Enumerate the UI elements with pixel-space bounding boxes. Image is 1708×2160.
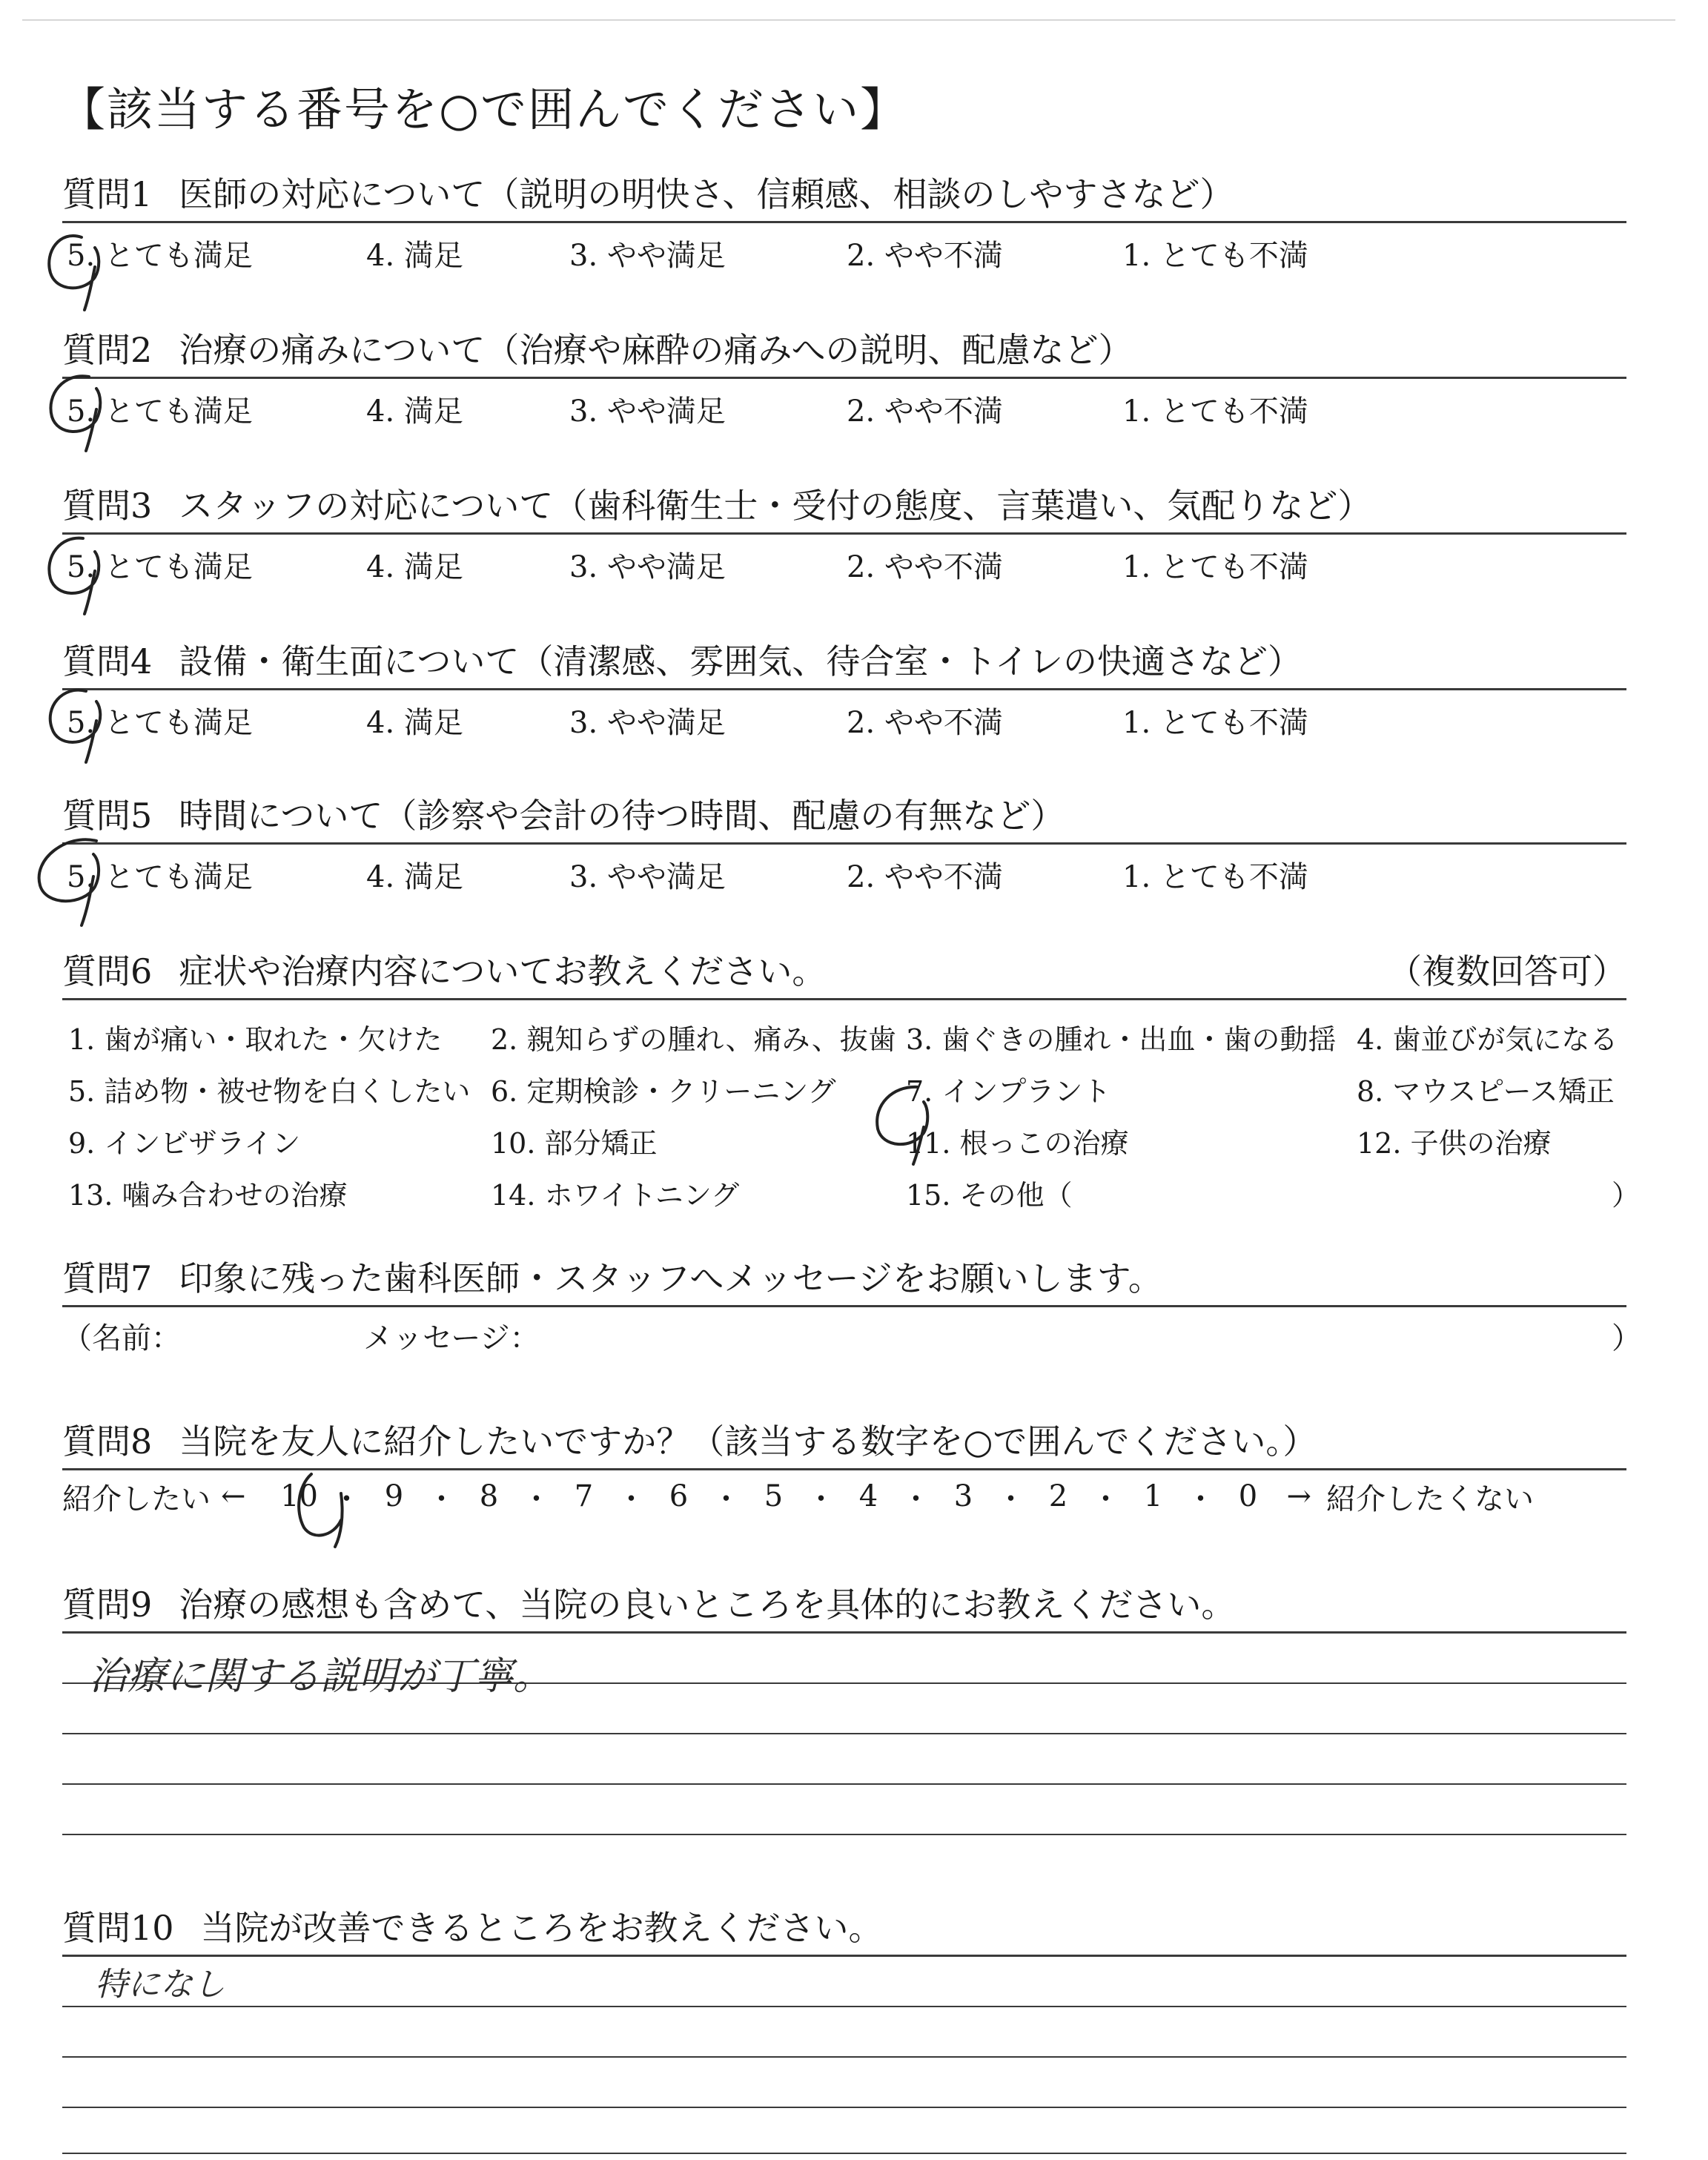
scale-separator: ・ [1090,1482,1121,1516]
question-number: 質問5 [62,796,153,836]
question-text: 印象に残った歯科医師・スタッフへメッセージをお願いします。 [179,1258,1162,1298]
question-3 [62,473,1626,587]
option-2[interactable]: 2. やや不満 [847,860,1003,894]
selection-circle-q4 [30,667,119,771]
divider [62,1631,1626,1634]
option-1[interactable]: 1. とても不満 [1122,239,1308,273]
question-5 [62,783,1626,896]
left-arrow: ← [221,1479,246,1513]
question-text: 症状や治療内容についてお教えください。 [179,951,827,991]
option-3[interactable]: 3. やや満足 [569,239,726,273]
scale-10[interactable]: 10 [280,1479,318,1513]
option-4[interactable]: 4. 満足 [366,706,463,740]
scale-0[interactable]: 0 [1238,1479,1258,1513]
scale-separator: ・ [806,1482,836,1516]
scale-6[interactable]: 6 [669,1479,689,1513]
option-4[interactable]: 4. 満足 [366,550,463,584]
question-4 [62,629,1626,742]
symptom-item[interactable]: 9. インビザライン [68,1127,301,1160]
symptom-item[interactable]: 8. マウスピース矯正 [1357,1075,1615,1108]
selection-circle-q6 [860,1075,956,1172]
symptom-item[interactable]: 11. 根っこの治療 [906,1127,1129,1160]
question-2 [62,317,1626,431]
option-3[interactable]: 3. やや満足 [569,550,726,584]
question-6 [62,939,1641,1215]
question-text: 治療の痛みについて（治療や麻酔の痛みへの説明、配慮など） [179,330,1133,370]
scale-separator: ・ [996,1482,1026,1516]
question-text: 当院を友人に紹介したいですか？（該当する数字を○で囲んでください。） [179,1421,1317,1462]
question-number: 質問10 [62,1908,174,1948]
symptom-item[interactable]: 6. 定期検診・クリーニング [491,1075,836,1108]
question-text: 医師の対応について（説明の明快さ、信頼感、相談のしやすさなど） [179,174,1234,214]
scale-separator: ・ [711,1482,741,1516]
scale-separator: ・ [331,1482,362,1516]
question-9 [62,1572,1626,1835]
question-number: 質問9 [62,1585,153,1625]
message-close-paren: ） [1612,1321,1641,1355]
page-title: 【該当する番号を○で囲んでください】 [59,82,908,136]
question-text: 設備・衛生面について（清潔感、雰囲気、待合室・トイレの快適さなど） [179,641,1302,681]
divider [62,1955,1626,1957]
selection-circle-q5 [22,823,119,934]
name-label: （名前： [62,1321,181,1355]
symptom-item[interactable]: 3. 歯ぐきの腫れ・出血・歯の動揺 [906,1023,1337,1056]
option-4[interactable]: 4. 満足 [366,860,463,894]
scale-7[interactable]: 7 [574,1479,594,1513]
handwritten-answer-q10: 特になし [95,1966,225,2004]
scale-2[interactable]: 2 [1048,1479,1068,1513]
selection-circle-q2 [30,356,119,460]
selection-circle-q3 [30,519,119,623]
scale-1[interactable]: 1 [1143,1479,1163,1513]
question-7 [62,1246,1641,1359]
symptom-item[interactable]: 7. インプラント [906,1075,1111,1108]
option-4[interactable]: 4. 満足 [366,239,463,273]
symptom-item[interactable]: 1. 歯が痛い・取れた・欠けた [68,1023,443,1056]
option-1[interactable]: 1. とても不満 [1122,860,1308,894]
scale-4[interactable]: 4 [858,1479,878,1513]
option-5[interactable]: 5. とても満足 [67,860,253,894]
option-3[interactable]: 3. やや満足 [569,860,726,894]
scale-separator: ・ [426,1482,457,1516]
option-2[interactable]: 2. やや不満 [847,550,1003,584]
question-number: 質問8 [62,1421,153,1462]
option-2[interactable]: 2. やや不満 [847,239,1003,273]
option-4[interactable]: 4. 満足 [366,394,463,429]
scale-left-label: 紹介したい [62,1482,211,1516]
scale-separator: ・ [1185,1482,1216,1516]
handwritten-answer-q9: 治療に関する説明が丁寧。 [89,1654,552,1699]
question-number: 質問4 [62,641,153,681]
scale-5[interactable]: 5 [764,1479,784,1513]
question-1 [62,162,1626,275]
message-label: メッセージ： [363,1321,540,1355]
scan-edge [22,19,1675,21]
scale-3[interactable]: 3 [953,1479,973,1513]
scale-separator: ・ [901,1482,931,1516]
right-arrow: → [1286,1479,1312,1513]
symptom-item[interactable]: 15. その他（ [906,1179,1073,1212]
scale-right-label: 紹介したくない [1326,1482,1535,1516]
scale-9[interactable]: 9 [384,1479,404,1513]
question-text: 当院が改善できるところをお教えください。 [200,1908,883,1948]
question-number: 質問3 [62,486,153,526]
option-5[interactable]: 5. とても満足 [67,394,253,429]
scale-separator: ・ [521,1482,552,1516]
answer-lines[interactable] [62,2006,1626,2154]
answer-lines[interactable] [62,1682,1626,1835]
question-text: 治療の感想も含めて、当院の良いところを具体的にお教えください。 [179,1585,1236,1625]
option-3[interactable]: 3. やや満足 [569,706,726,740]
symptom-item[interactable]: 2. 親知らずの腫れ、痛み、抜歯 [491,1023,896,1056]
question-text: スタッフの対応について（歯科衛生士・受付の態度、言葉遣い、気配りなど） [179,486,1372,526]
selection-circle-q8 [282,1464,363,1553]
symptom-item[interactable]: 14. ホワイトニング [491,1179,740,1212]
question-text: 時間について（診察や会計の待つ時間、配慮の有無など） [179,796,1065,836]
option-2[interactable]: 2. やや不満 [847,706,1003,740]
other-close-paren: ） [1612,1179,1641,1212]
symptom-item[interactable]: 5. 詰め物・被せ物を白くしたい [68,1075,471,1108]
option-5[interactable]: 5. とても満足 [67,706,253,740]
question-number: 質問2 [62,330,153,370]
option-2[interactable]: 2. やや不満 [847,394,1003,429]
option-1[interactable]: 1. とても不満 [1122,394,1308,429]
question-number: 質問1 [62,174,153,214]
multiple-answer-note: （複数回答可） [1388,951,1626,991]
selection-circle-q1 [30,215,119,319]
symptom-item[interactable]: 12. 子供の治療 [1357,1127,1552,1160]
option-1[interactable]: 1. とても不満 [1122,550,1308,584]
option-3[interactable]: 3. やや満足 [569,394,726,429]
option-5[interactable]: 5. とても満足 [67,239,253,273]
scale-8[interactable]: 8 [479,1479,499,1513]
question-number: 質問7 [62,1258,153,1298]
question-10 [62,1895,1626,2154]
scale-separator: ・ [616,1482,646,1516]
symptom-item[interactable]: 10. 部分矯正 [491,1127,658,1160]
symptom-item[interactable]: 13. 噛み合わせの治療 [68,1179,348,1212]
symptom-item[interactable]: 4. 歯並びが気になる [1357,1023,1618,1056]
question-number: 質問6 [62,951,153,991]
option-1[interactable]: 1. とても不満 [1122,706,1308,740]
option-5[interactable]: 5. とても満足 [67,550,253,584]
